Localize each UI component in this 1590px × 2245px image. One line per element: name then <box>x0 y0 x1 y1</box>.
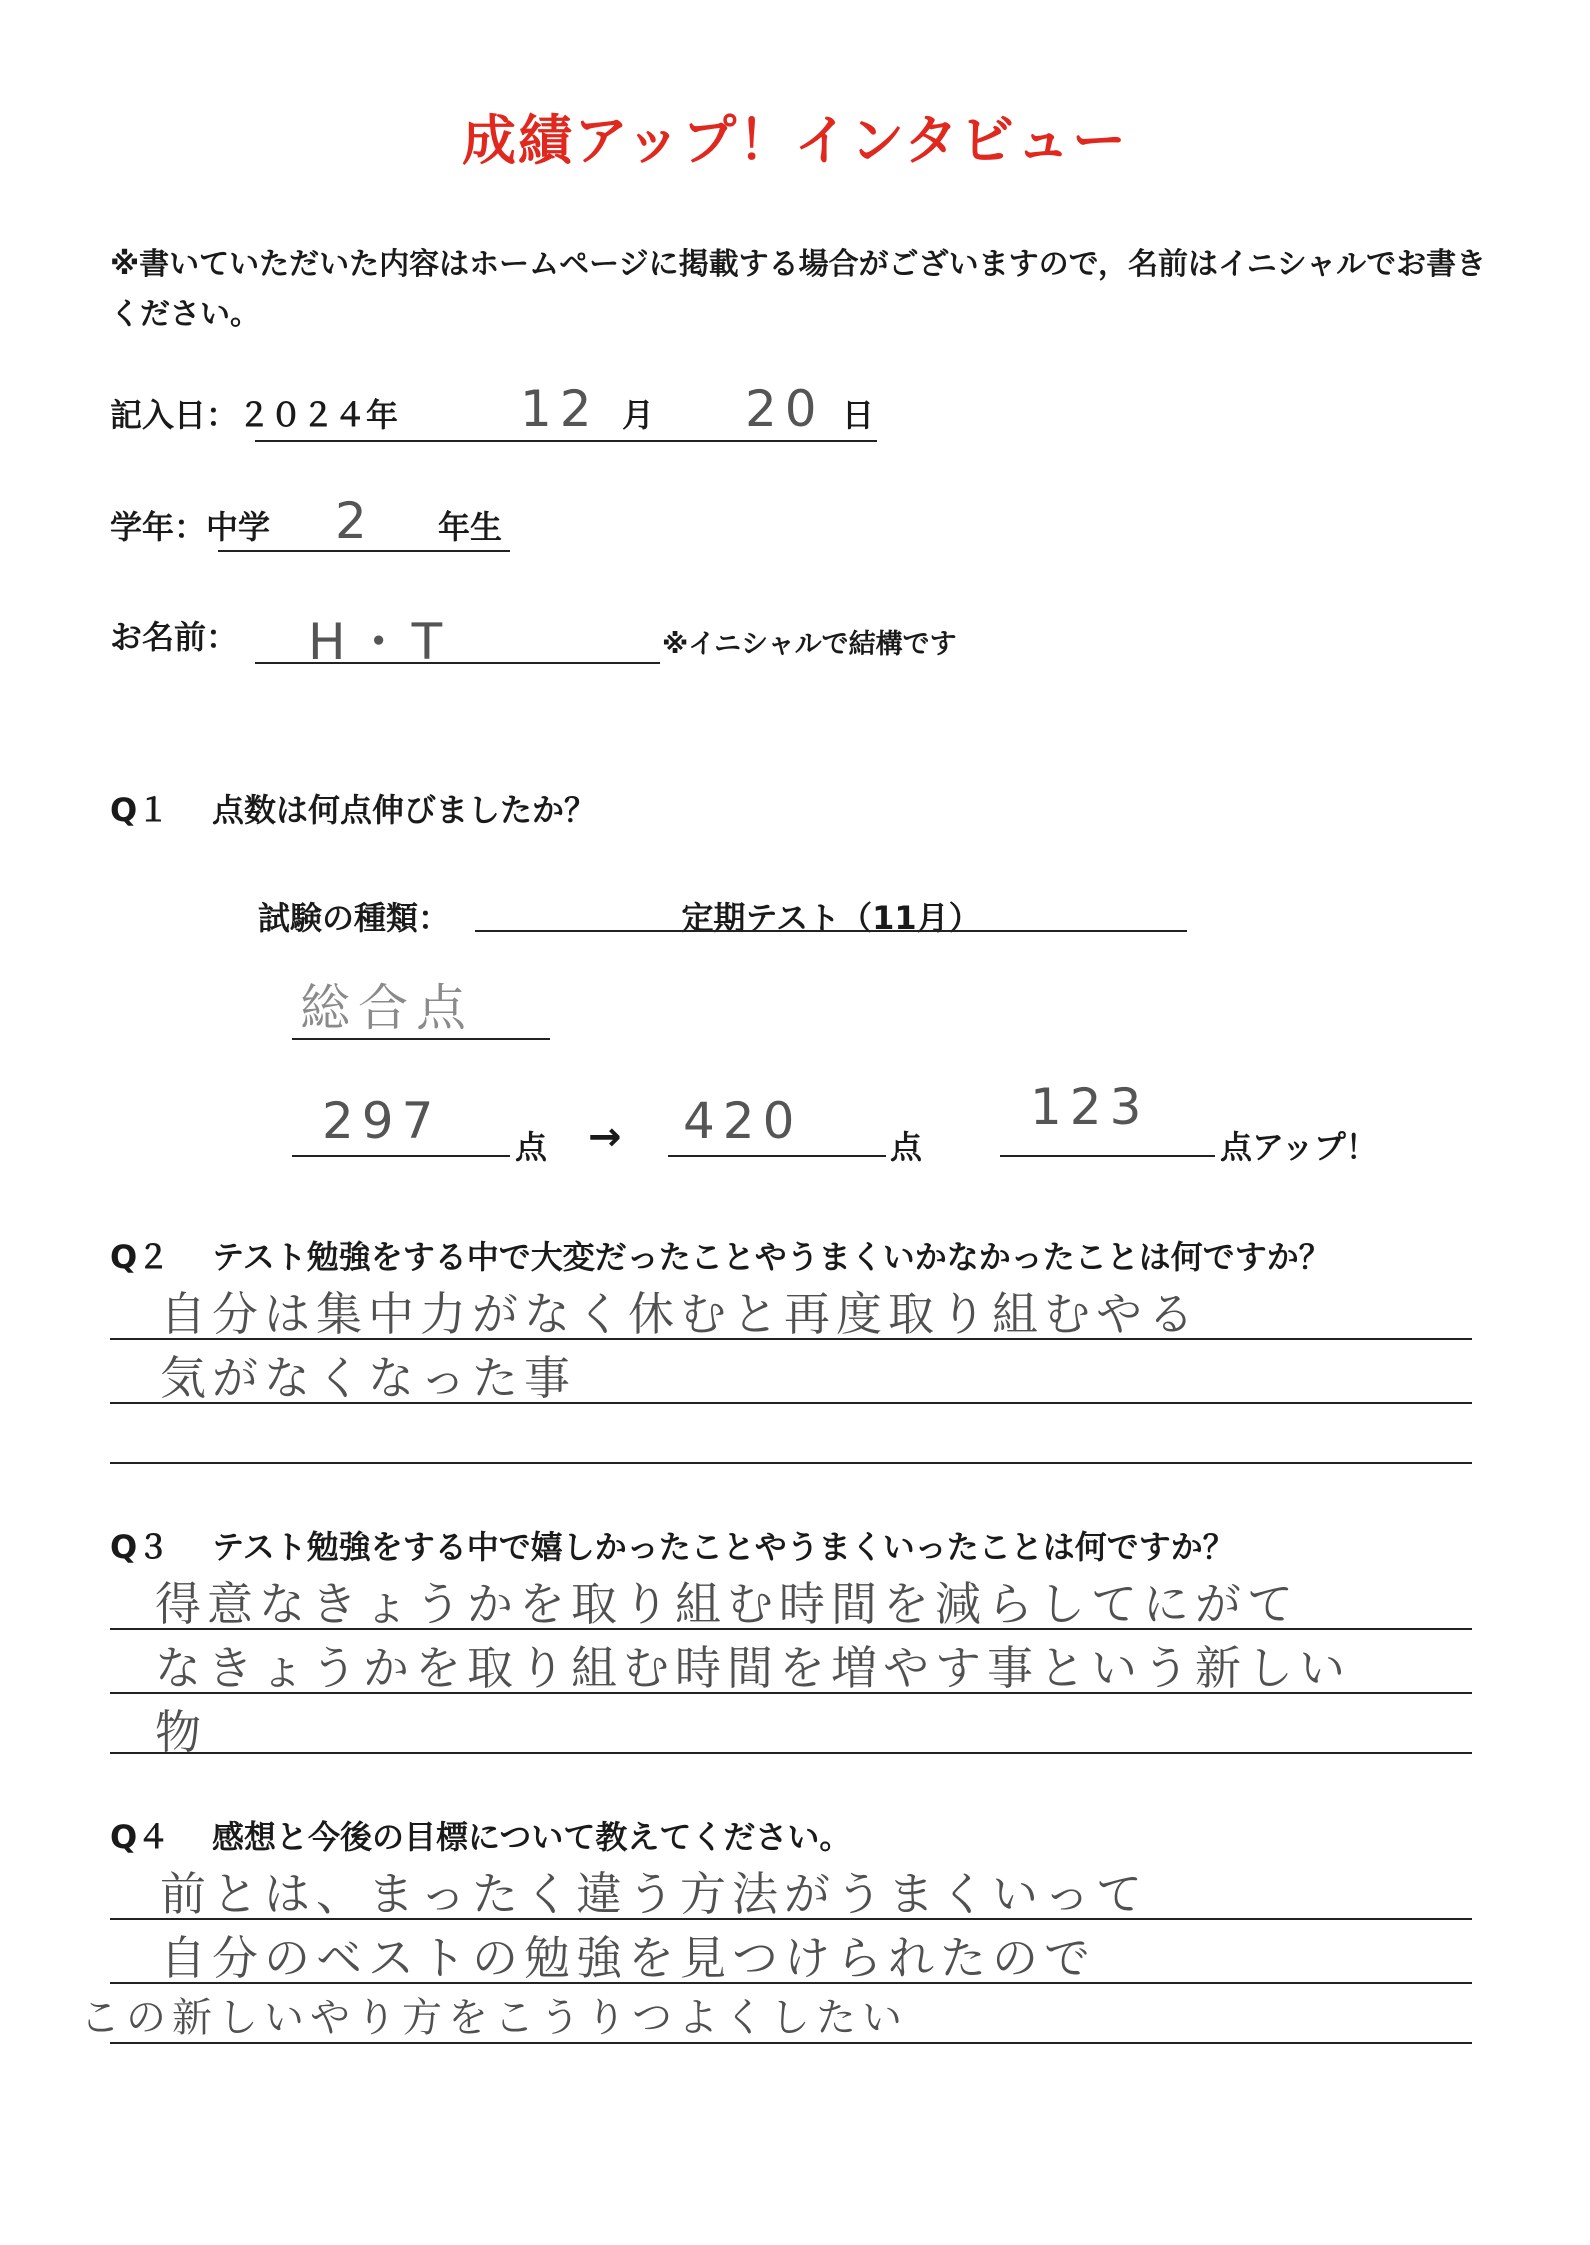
score-arrow: → <box>588 1114 622 1160</box>
date-label: 記入日：２０２４年 <box>110 396 399 434</box>
q3-answer-line-3: 物 <box>155 1705 207 1759</box>
name-label: お名前： <box>110 618 239 656</box>
grade-value: 2 <box>335 492 375 550</box>
q3-answer-line-1: 得意なきょうかを取り組む時間を減らしてにがて <box>155 1577 1299 1631</box>
score-gain-value: 123 <box>1030 1078 1150 1136</box>
date-month-unit: 月 <box>622 396 655 434</box>
q2-answer-rule-1 <box>110 1338 1472 1340</box>
q3-answer-rule-1 <box>110 1628 1472 1630</box>
q1-question: 点数は何点伸びましたか？ <box>212 791 597 829</box>
score-gain-underline <box>1000 1155 1215 1157</box>
date-month-value: 12 <box>520 380 600 438</box>
q4-answer-line-1: 前とは、まったく違う方法がうまくいって <box>160 1867 1148 1921</box>
name-value: H・T <box>308 613 451 671</box>
date-underline <box>255 440 877 442</box>
score-after-underline <box>668 1155 886 1157</box>
q2-answer-line-1: 自分は集中力がなく休むと再度取り組むやる <box>160 1287 1200 1341</box>
publication-notice: ※書いていただいた内容はホームページに掲載する場合がございますので，名前はイニシャルでお書きください。 <box>110 247 1487 332</box>
q3-answer-rule-3 <box>110 1752 1472 1754</box>
q4-answer-rule-1 <box>110 1918 1472 1920</box>
q2-number: Q２ <box>110 1238 170 1276</box>
q4-answer-line-3: この新しいやり方をこうりつよくしたい <box>80 1995 908 2041</box>
q4-answer-rule-3 <box>110 2042 1472 2044</box>
subject-value: 総合点 <box>300 979 474 1037</box>
score-before-value: 297 <box>322 1092 442 1150</box>
q2-question: テスト勉強をする中で大変だったことやうまくいかなかったことは何ですか？ <box>212 1238 1331 1276</box>
q4-answer-rule-2 <box>110 1982 1472 1984</box>
grade-label: 学年：中学 <box>110 508 271 546</box>
subject-underline <box>292 1038 550 1040</box>
exam-type-underline <box>475 930 1187 932</box>
q1-number: Q１ <box>110 791 170 829</box>
date-day-unit: 日 <box>842 396 875 434</box>
page-title: 成績アップ！インタビュー <box>461 109 1129 172</box>
grade-unit: 年生 <box>438 508 503 546</box>
date-day-value: 20 <box>745 380 825 438</box>
score-after-unit: 点 <box>890 1128 923 1166</box>
q4-question: 感想と今後の目標について教えてください。 <box>212 1818 852 1856</box>
name-note: ※イニシャルで結構です <box>662 629 957 660</box>
q4-number: Q４ <box>110 1818 170 1856</box>
q3-question: テスト勉強をする中で嬉しかったことやうまくいったことは何ですか？ <box>212 1528 1235 1566</box>
q3-answer-rule-2 <box>110 1692 1472 1694</box>
score-before-underline <box>292 1155 510 1157</box>
q2-answer-rule-2 <box>110 1402 1472 1404</box>
name-underline <box>255 662 660 664</box>
score-after-value: 420 <box>683 1092 803 1150</box>
exam-type-label: 試験の種類： <box>258 899 451 937</box>
exam-type-value: 定期テスト（11月） <box>681 899 981 937</box>
q3-answer-line-2: なきょうかを取り組む時間を増やす事という新しい <box>155 1641 1351 1695</box>
grade-underline <box>218 550 510 552</box>
q2-answer-rule-3 <box>110 1462 1472 1464</box>
q2-answer-line-2: 気がなくなった事 <box>160 1351 576 1405</box>
q3-number: Q３ <box>110 1528 170 1566</box>
score-gain-suffix: 点アップ！ <box>1220 1128 1378 1166</box>
q4-answer-line-2: 自分のベストの勉強を見つけられたので <box>160 1931 1096 1985</box>
score-before-unit: 点 <box>515 1128 548 1166</box>
